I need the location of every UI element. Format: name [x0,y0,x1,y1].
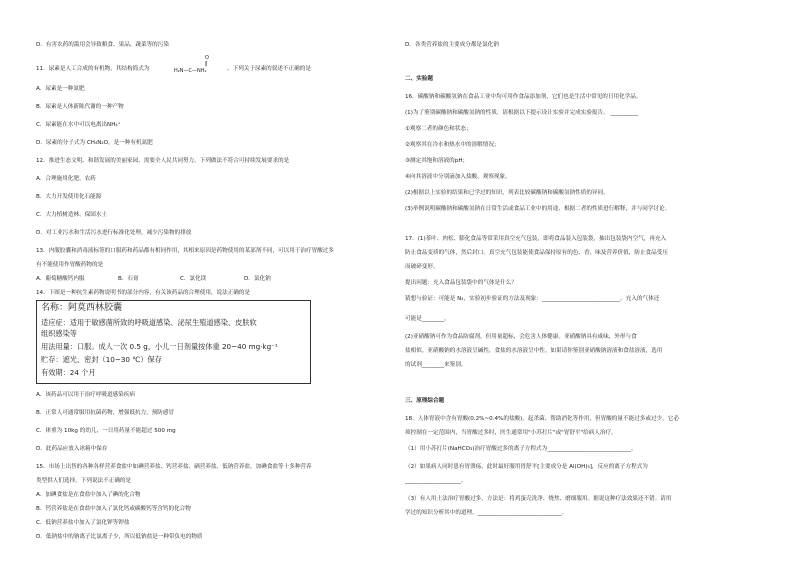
q17-line2: 防止食品变质的气体，然后封口。真空充气包装能使食品保持原有的色、香、味及营养价值，防止食品受压 [405,250,668,256]
q15-option-c: C．低钠营养盐中加入了氯化钾等钾盐 [36,520,130,526]
q12-option-b: B．大力开发使用化石能源 [36,194,102,200]
q11-option-a: A．尿素是一种氮肥 [36,86,85,92]
q12-option-c: C．大力植树造林、保固水土 [36,212,108,218]
q17-reagent-blank[interactable]: ________ [421,362,445,368]
q11-stem-b: ，下列关于尿素的叙述不正确的是 [227,66,311,72]
q18-part1 [405,446,637,453]
q13-option-a: A．葡萄糖酸钙内服 [36,276,85,282]
q18-part1-blank[interactable]: ______________________________ [547,446,632,452]
drug-label-indication-cont: 组织感染等 [41,329,77,338]
q14-option-c: C．体重为 10kg 的幼儿，一日用药量不能超过 500 mg [36,428,176,434]
q15-stem-line1: 15．市场上出售的各种各样营养食盐中如碘营养盐、钙营养盐、硒营养盐、低钠营养盐，加碘食盐等十多种营养 [36,464,312,470]
q12-option-d: D．对工业污水和生活污水进行标准化处理，减少污染物的排放 [36,230,192,236]
q16-part1 [405,110,638,117]
q17-other-gas-period: 。 [444,316,450,322]
q17-part2-line3 [405,362,467,369]
q17-method-blank[interactable]: ____________________________ [541,296,621,302]
q14-option-a: A．该药品可以用于治疗呼吸道感染疾病 [36,392,135,398]
q16-step2: ②观察其在冷水和热水中的溶解情况； [405,142,500,148]
q14-option-d: D．此药品应放入冰箱中保存 [36,446,108,452]
q15-option-a: A．加碘食盐是在食盐中加入了碘的化合物 [36,492,141,498]
q18-part3-blank[interactable]: ______________________________ [477,510,562,516]
q16-part1-text: (1)为了鉴别碳酸钠和碳酸氢钠的性质，请根据以下提示设计实验并完成实验报告。 [405,110,609,116]
urea-structural-formula: H₂N—C—NH₂ [174,68,207,74]
q16-part3: (3)举例说明碳酸钠和碳酸氢钠在日常生活或食品工业中的用途，根据二者的性质进行解释，并与同学讨论。 [405,206,671,212]
q18-part2-answer [405,478,467,485]
q17-reagent-text-tail: 来鉴别。 [444,362,467,368]
q11-stem [36,66,149,73]
q16-step1: ①观察二者的颜色和状态； [405,126,472,132]
q15-option-d: D．低钠盐中的钠离子比氯离子少，所以低钠盐是一种带负电的物质 [36,534,203,540]
q18-line2: 须控制在一定范围内，当胃酸过多时，医生通常用"小苏打片"或"胃舒平"给病人治疗。 [405,430,617,436]
q17-other-gas-blank[interactable]: ________ [421,316,445,322]
q17-hypothesis [405,296,659,303]
q18-part3: （3）有人用土法治疗胃酸过多，方法是：将鸡蛋壳洗净、烧焦、磨细服用。据说这种疗法效果还不错。请用 [405,496,672,502]
q13-option-d: D．氯化钠 [244,276,271,282]
urea-formula-double-bond: ‖ [205,61,208,67]
q15-option-b: B．钙营养盐是在食盐中加入了氯化钙或碳酸钙等含钙的化合物 [36,506,191,512]
section-principle-heading: 三、原理综合题 [405,398,445,404]
q17-line3: 而破碎变形。 [405,264,439,270]
drug-label-box [36,300,311,384]
q18-part2-blank[interactable]: ____________________ [405,478,461,484]
q16-part2: (2)根据以上实验的结果和已学过的知识，列表比较碳酸钠和碳酸氢钠性质的异同。 [405,190,609,196]
q17-part2-line2: 盐相似。亚硝酸钠的水溶液呈碱性，食盐的水溶液呈中性。如果请你鉴别亚硝酸钠溶液和食盐溶液，选用 [405,348,663,354]
q16-step3: ③测定其饱和溶液的pH； [405,158,469,164]
q16-step4: ④向其溶液中分别滴加入盐酸，观察现象。 [405,174,511,180]
q16-stem: 16．碳酸钠和碳酸氢钠在食品工业中均可用作食品添加剂，它们也是生活中常见的日用化学品。 [405,94,642,100]
q17-part2-line1: (2)亚硝酸钠可作为食品防腐剂，但用量超标，会危害人体健康。亚硝酸钠具有咸味，外形与食 [405,334,637,340]
q12-option-a: A．合理施用化肥、农药 [36,176,96,182]
q17-other-gas [405,316,450,323]
q14-option-b: B．正常人可通常服用抗菌药物，增强抵抗力，预防感冒 [36,410,175,416]
drug-label-dosage: 用法用量：口服。成人一次 0.5 g，小儿一日剂量按体重 20~40 mg·kg⁻¹ [41,342,278,351]
q14-stem: 14．下图是一种抗生素药物说明书的部分内容，有关该药品的合理使用，说法正确的是 [36,290,251,296]
section-experiment-heading: 二、实验题 [405,76,433,82]
q12-stem: 12．推进生态文明、和谐发展的美丽家园，需要全人民共同努力。下列做法不符合可持续发展要求的是 [36,158,290,164]
q16-answer-blank[interactable]: __________ [610,110,639,116]
q13-stem-line2: 有不能使用作胃酸药物的是 [36,262,104,268]
q17-other-gas-text: 可能是 [405,316,422,322]
q18-line1: 18．人体胃液中含有胃酸(0.2%~0.4%的盐酸)，起杀菌、帮助消化等作用，但胃酸的量不能过多或过少，它必 [405,416,679,422]
q17-question: 提出问题：充入食品包装袋中的气体是什么？ [405,280,517,286]
q17-line1: 17．(1)茶叶、肉松、膨化食品等常采用真空充气包装，即将食品装入包装袋，抽出包装袋内空气，再充入 [405,236,667,242]
q11-option-b: B．尿素是人体新陈代谢的一种产物 [36,104,124,110]
drug-label-indication: 适应症：适用于敏感菌所致的呼吸道感染、泌尿生殖道感染、皮肤软 [41,318,257,327]
drug-label-storage: 贮存：遮光、密封（10~30 ℃）保存 [41,355,162,364]
q15-option-d-continued: D．各类营养盐的主要成分都是氯化钠 [405,42,499,48]
q18-part2: （2）如果病人同时患有胃溃疡，此时最好服用胃舒平[主要成分是 Al(OH)₃]，反应的离子方程式为 [405,464,648,470]
q10-option-d: D．有害农药的滥用会导致粮食、果品、蔬菜等的污染 [36,42,169,48]
q11-option-d: D．尿素的分子式为 CH₄N₂O，是一种有机氮肥 [36,140,153,146]
q11-stem-a: 11．尿素是人工合成的有机物，其结构简式为 [36,66,150,72]
drug-label-expiry: 有效期：24 个月 [41,368,96,377]
q13-option-c: C．氯化镁 [180,276,207,282]
q15-stem-line2: 类型供人们选择。下列说法不正确的是 [36,478,132,484]
q18-part3-period: 。 [561,510,568,516]
q17-hypothesis-text: 猜想与验证：可能是 N₂，实验初步验证的方法及现象： [405,296,542,302]
q17-hypothesis-text-tail: 。充入的气体还 [620,296,660,302]
q18-part3-text: 学过的知识分析其中的道理。 [405,510,478,516]
drug-label-name: 名称：阿莫西林胶囊 [41,303,123,313]
q18-part1-text: （1）用小苏打片(NaHCO₃)治疗胃酸过多的离子方程式为 [405,446,548,452]
urea-formula-o: O [205,55,209,61]
q11-option-c: C．尿素能在水中可以电离出NH₄⁺ [36,122,121,128]
q13-option-b: B．石膏 [118,276,139,282]
q17-reagent-text: 的试剂 [405,362,422,368]
q18-part1-period: 。 [631,446,637,452]
q13-stem-line1: 13．内服胶囊和消毒液标签的口服药和药品都有相同作用，其相来原因是药物使用的某部剂不同，可以用于治疗胃酸过多 [36,248,334,254]
q18-part2-period: 。 [460,478,467,484]
q18-part3-tail [405,510,567,517]
